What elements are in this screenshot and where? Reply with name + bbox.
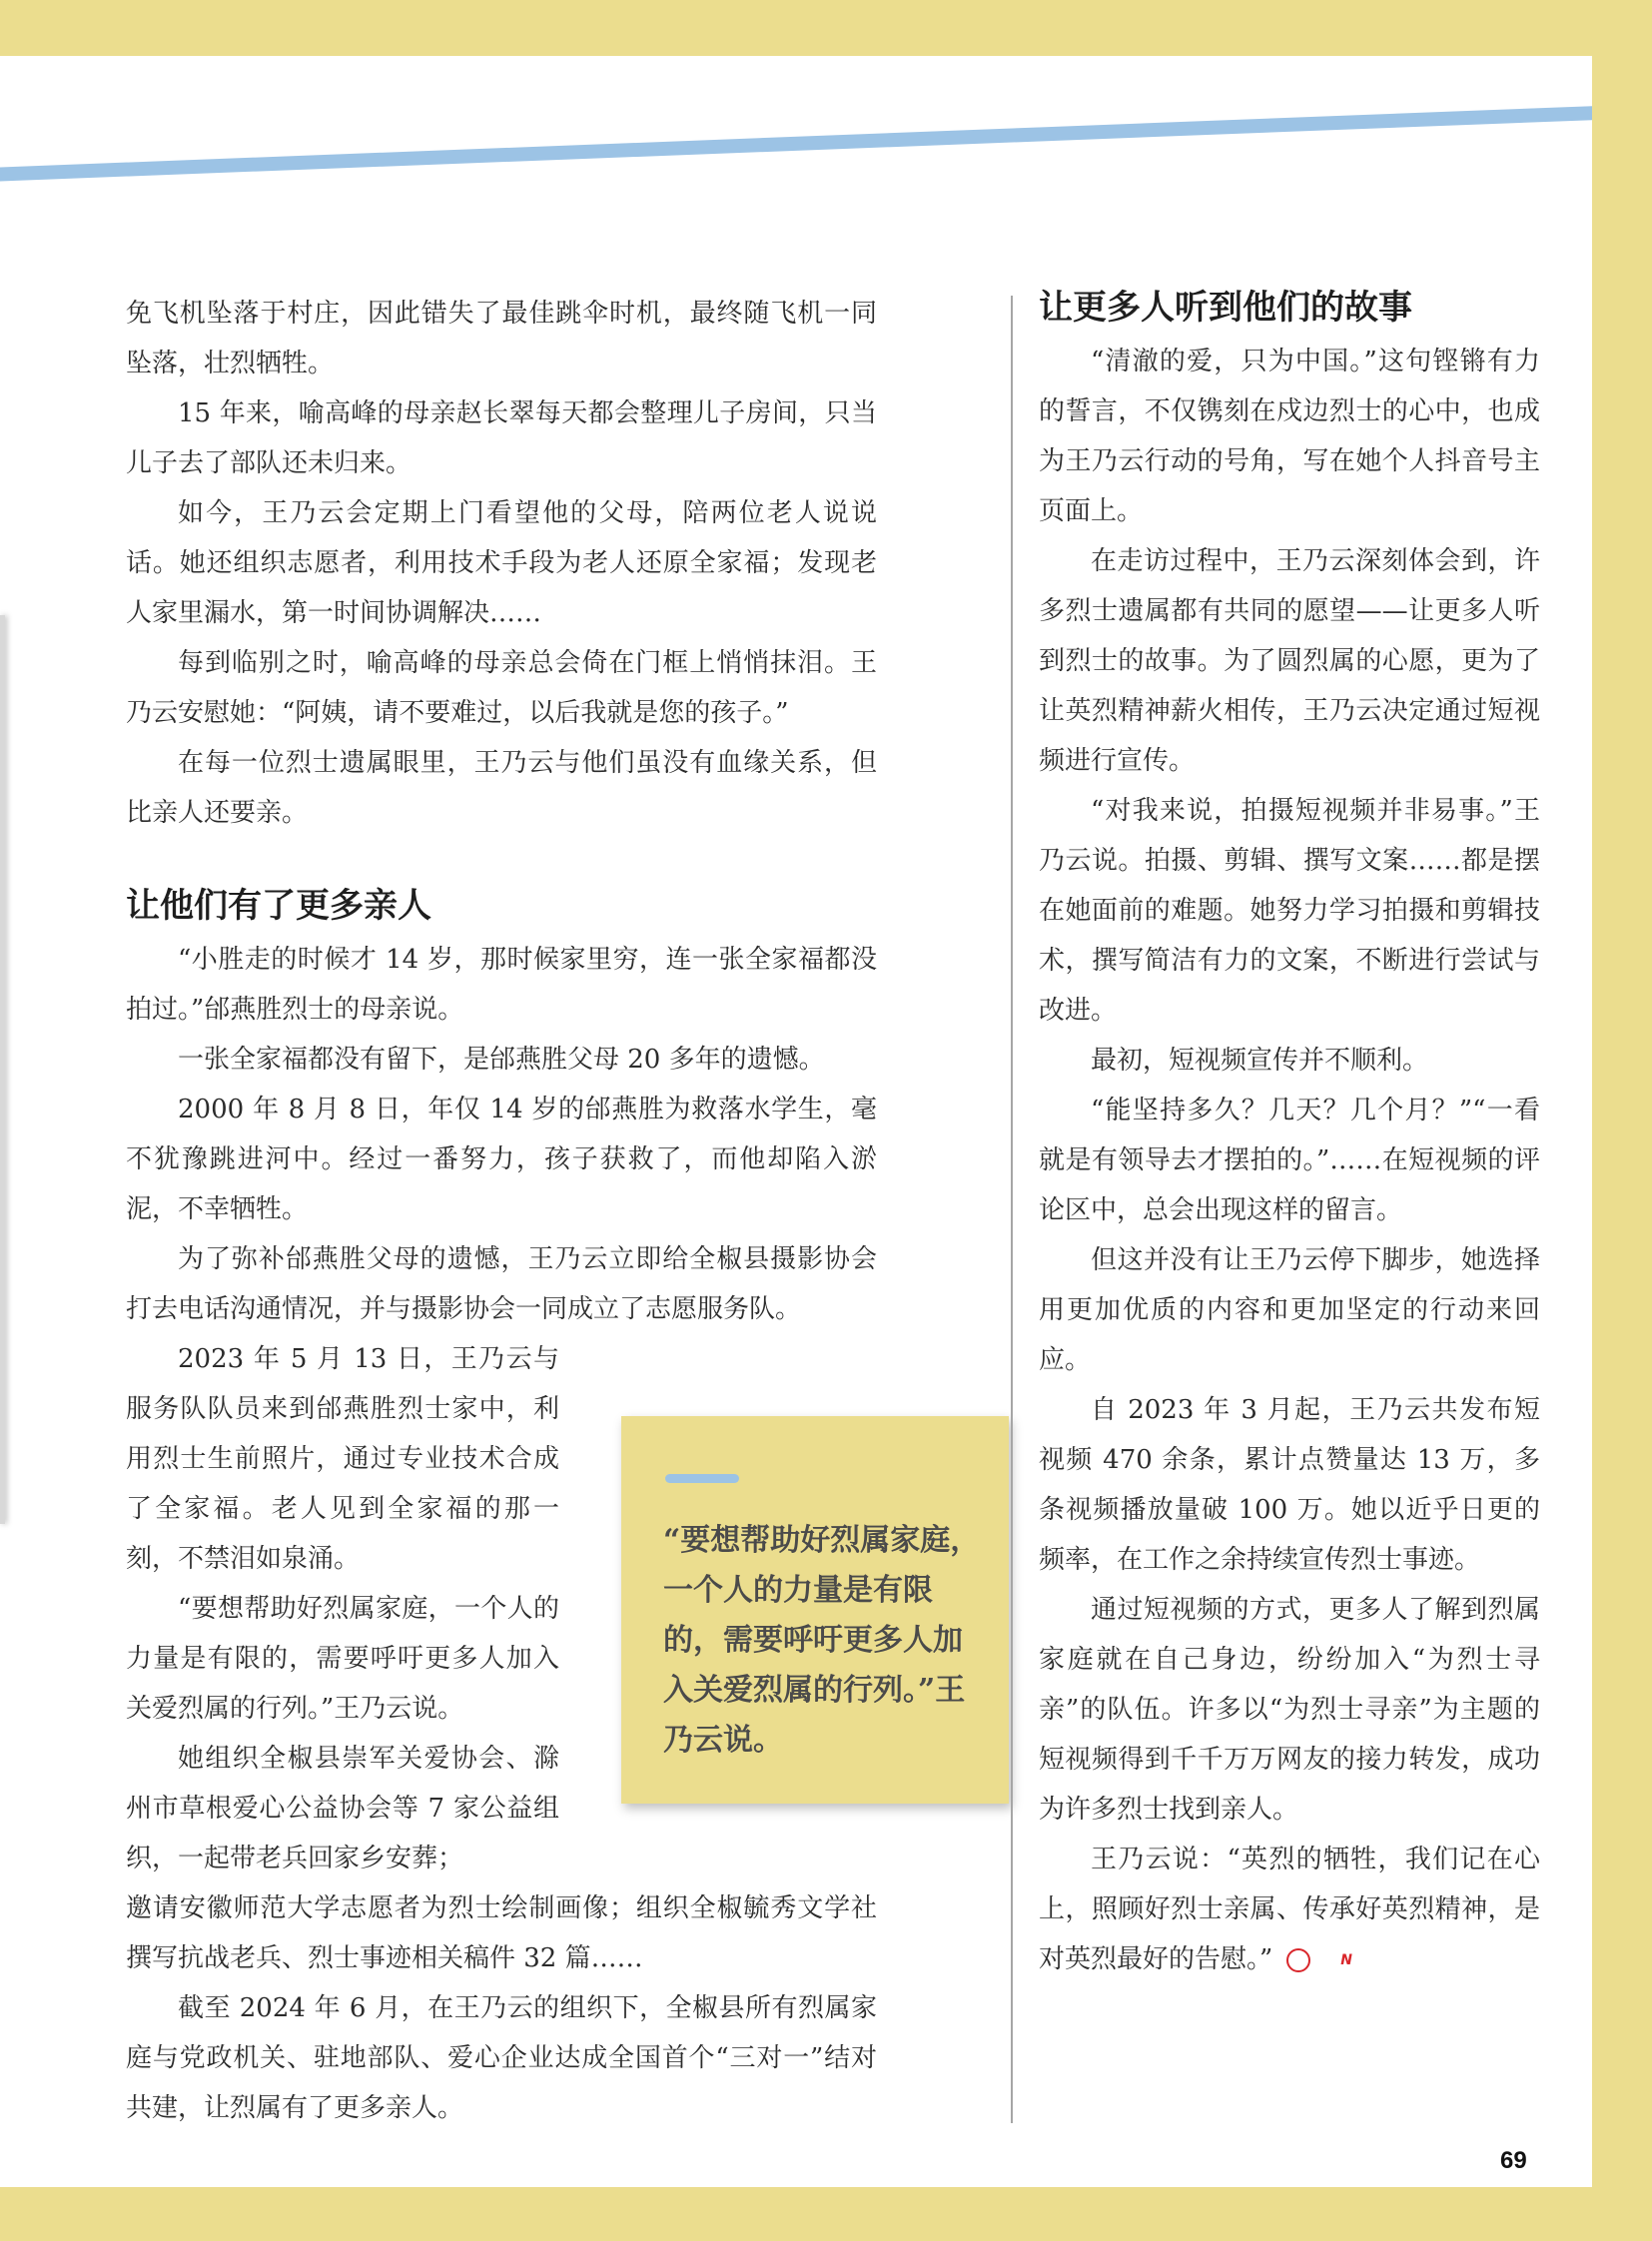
- pull-quote-text: “要想帮助好烈属家庭，一个人的力量是有限的，需要呼吁更多人加入关爱烈属的行列。”王乃云说。: [663, 1523, 981, 1758]
- column-divider: [1011, 296, 1013, 2123]
- closing-paragraph-text: 王乃云说：“英烈的牺牲，我们记在心上，照顾好烈士亲属、传承好英烈精神，是对英烈最好的告慰。”: [1039, 1845, 1540, 1974]
- paragraph: 免飞机坠落于村庄，因此错失了最佳跳伞时机，最终随飞机一同坠落，壮烈牺牲。: [126, 299, 877, 378]
- paragraph: “小胜走的时候才 14 岁，那时候家里穷，连一张全家福都没拍过。”邰燕胜烈士的母亲说。: [126, 945, 877, 1025]
- paragraph: 2023 年 5 月 13 日，王乃云与服务队队员来到邰燕胜烈士家中，利用烈士生前照片，通过专业技术合成了全家福。老人见到全家福的那一刻，不禁泪如泉涌。: [126, 1344, 559, 1574]
- paragraph: 2000 年 8 月 8 日，年仅 14 岁的邰燕胜为救落水学生，毫不犹豫跳进河中。经过一番努力，孩子获救了，而他却陷入淤泥，不幸牺牲。: [126, 1095, 877, 1224]
- paragraph: 截至 2024 年 6 月，在王乃云的组织下，全椒县所有烈属家庭与党政机关、驻地部队、爱心企业达成全国首个“三对一”结对共建，让烈属有了更多亲人。: [126, 1993, 877, 2123]
- page: [0, 56, 1592, 2187]
- paragraph: 为了弥补邰燕胜父母的遗憾，王乃云立即给全椒县摄影协会打去电话沟通情况，并与摄影协会一同成立了志愿服务队。: [126, 1244, 877, 1324]
- paragraph: “清澈的爱，只为中国。”这句铿锵有力的誓言，不仅镌刻在戍边烈士的心中，也成为王乃云行动的号角，写在她个人抖音号主页面上。: [1039, 347, 1540, 526]
- paragraph: 15 年来，喻高峰的母亲赵长翠每天都会整理儿子房间，只当儿子去了部队还未归来。: [126, 398, 877, 478]
- decorative-stripe: [0, 104, 1592, 183]
- section-heading: 让更多人听到他们的故事: [1039, 288, 1412, 328]
- paragraph: 在走访过程中，王乃云深刻体会到，许多烈士遗属都有共同的愿望——让更多人听到烈士的故事。为了圆烈属的心愿，更为了让英烈精神薪火相传，王乃云决定通过短视频进行宣传。: [1039, 546, 1540, 776]
- page-number: 69: [1500, 2147, 1527, 2174]
- side-tab: [0, 615, 5, 1524]
- paragraph: 在每一位烈士遗属眼里，王乃云与他们虽没有血缘关系，但比亲人还要亲。: [126, 748, 877, 828]
- paragraph: 一张全家福都没有留下，是邰燕胜父母 20 多年的遗憾。: [178, 1045, 825, 1075]
- left-column: [126, 289, 877, 2133]
- end-mark-icon: N: [1286, 1948, 1310, 1972]
- pull-quote-accent-bar: [665, 1474, 739, 1483]
- paragraph: 最初，短视频宣传并不顺利。: [1091, 1046, 1429, 1076]
- paragraph: “对我来说，拍摄短视频并非易事。”王乃云说。拍摄、剪辑、撰写文案……都是摆在她面前的难题。她努力学习拍摄和剪辑技术，撰写简洁有力的文案，不断进行尝试与改进。: [1039, 796, 1540, 1026]
- paragraph: 但这并没有让王乃云停下脚步，她选择用更加优质的内容和更加坚定的行动来回应。: [1039, 1245, 1540, 1375]
- section-heading: 让他们有了更多亲人: [126, 886, 431, 926]
- paragraph: 每到临别之时，喻高峰的母亲总会倚在门框上悄悄抹泪。王乃云安慰她：“阿姨，请不要难过，以后我就是您的孩子。”: [126, 648, 877, 728]
- paragraph: 通过短视频的方式，更多人了解到烈属家庭就在自己身边，纷纷加入“为烈士寻亲”的队伍。许多以“为烈士寻亲”为主题的短视频得到千千万万网友的接力转发，成功为许多烈士找到亲人。: [1039, 1595, 1540, 1825]
- paragraph: “能坚持多久？几天？几个月？”“一看就是有领导去才摆拍的。”……在短视频的评论区中，总会出现这样的留言。: [1039, 1096, 1540, 1225]
- paragraph: 如今，王乃云会定期上门看望他的父母，陪两位老人说说话。她还组织志愿者，利用技术手段为老人还原全家福；发现老人家里漏水，第一时间协调解决……: [126, 498, 877, 628]
- paragraph: 自 2023 年 3 月起，王乃云共发布短视频 470 余条，累计点赞量达 13 万，多条视频播放量破 100 万。她以近乎日更的频率，在工作之余持续宣传烈士事迹。: [1039, 1395, 1540, 1575]
- paragraph: [1039, 1835, 1540, 1984]
- paragraph: 她组织全椒县崇军关爱协会、滁州市草根爱心公益协会等 7 家公益组织，一起带老兵回家乡安葬；: [126, 1744, 559, 1873]
- right-column: [1039, 289, 1540, 1984]
- pull-quote-box: [621, 1416, 1009, 1804]
- paragraph: 邀请安徽师范大学志愿者为烈士绘制画像；组织全椒毓秀文学社撰写抗战老兵、烈士事迹相关稿件 32 篇……: [126, 1893, 877, 1973]
- paragraph: “要想帮助好烈属家庭，一个人的力量是有限的，需要呼吁更多人加入关爱烈属的行列。”王乃云说。: [126, 1594, 559, 1724]
